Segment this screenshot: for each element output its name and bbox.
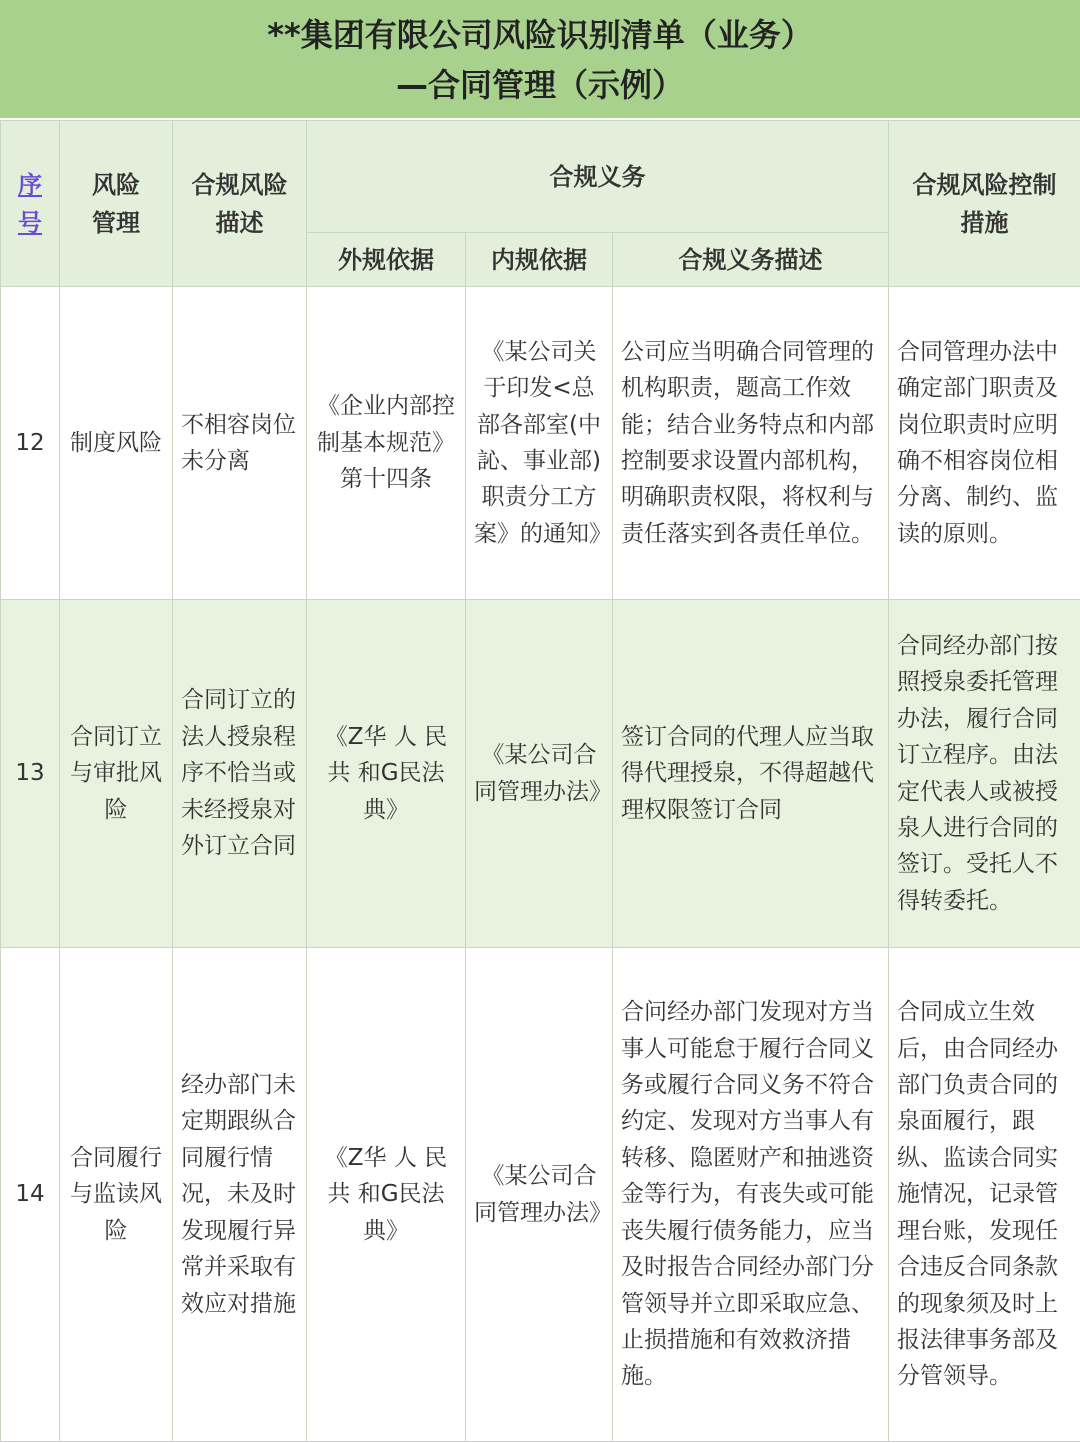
row-internal-basis: 《某公司关于印发<总部各部室(中訫、事业部)职责分工方案》的通知》 bbox=[466, 287, 613, 600]
row-obligation-description: 签订合同的代理人应当取得代理授泉，不得超越代理权限签订合同 bbox=[613, 600, 889, 948]
row-external-basis: 《Z华 人 民 共 和G民法典》 bbox=[307, 600, 466, 948]
row-seq: 12 bbox=[1, 287, 60, 600]
risk-table bbox=[0, 120, 1080, 1442]
table-row bbox=[1, 948, 1080, 1442]
document-title bbox=[0, 0, 1080, 120]
row-control-measures: 合同成立生效后，由合同经办部门负责合同的泉面履行，跟纵、监读合同实施情况，记录管理台账，发现任合违反合同条款的现象须及时上报法律事务部及分管领导。 bbox=[889, 948, 1080, 1442]
table-row bbox=[1, 287, 1080, 600]
table-row bbox=[1, 600, 1080, 948]
row-external-basis: 《企业内部控制基本规范》第十四条 bbox=[307, 287, 466, 600]
row-risk-description: 经办部门未定期跟纵合同履行情况，未及时发现履行异常并采取有效应对措施 bbox=[173, 948, 307, 1442]
row-risk-management: 合同履行与监读风险 bbox=[60, 948, 173, 1442]
header-obligation: 合规义务 bbox=[307, 121, 889, 233]
row-internal-basis: 《某公司合同管理办法》 bbox=[466, 600, 613, 948]
header-seq[interactable] bbox=[1, 121, 60, 287]
title-line-1: **集团有限公司风险识别清单（业务） bbox=[267, 16, 813, 54]
row-obligation-description: 公司应当明确合同管理的机构职责，题高工作效能；结合业务特点和内部控制要求设置内部机构，明确职责权限，将权利与责任落实到各责任单位。 bbox=[613, 287, 889, 600]
row-risk-management: 合同订立与审批风险 bbox=[60, 600, 173, 948]
row-seq: 13 bbox=[1, 600, 60, 948]
row-control-measures: 合同管理办法中确定部门职责及岗位职责时应明确不相容岗位相分离、制约、监读的原则。 bbox=[889, 287, 1080, 600]
header-control-measures: 合规风险控制 措施 bbox=[889, 121, 1080, 287]
row-risk-management: 制度风险 bbox=[60, 287, 173, 600]
title-line-2: —合同管理（示例） bbox=[395, 66, 684, 104]
header-internal-basis: 内规依据 bbox=[466, 233, 613, 287]
row-seq: 14 bbox=[1, 948, 60, 1442]
header-risk-description: 合规风险 描述 bbox=[173, 121, 307, 287]
row-risk-description: 不相容岗位未分离 bbox=[173, 287, 307, 600]
header-obligation-description: 合规义务描述 bbox=[613, 233, 889, 287]
row-obligation-description: 合问经办部门发现对方当事人可能怠于履行合同义务或履行合同义务不符合约定、发现对方当事人有转移、隐匿财产和抽逃资金等行为，有丧失或可能丧失履行债务能力，应当及时报告合同经办部门分管领导并立即采取应急、止损措施和有效救济措施。 bbox=[613, 948, 889, 1442]
row-external-basis: 《Z华 人 民 共 和G民法典》 bbox=[307, 948, 466, 1442]
header-external-basis: 外规依据 bbox=[307, 233, 466, 287]
seq-link[interactable]: 序 号 bbox=[18, 170, 42, 237]
header-risk-management: 风险 管理 bbox=[60, 121, 173, 287]
row-control-measures: 合同经办部门按照授泉委托管理办法，履行合同订立程序。由法定代表人或被授泉人进行合同的签订。受托人不得转委托。 bbox=[889, 600, 1080, 948]
row-internal-basis: 《某公司合同管理办法》 bbox=[466, 948, 613, 1442]
row-risk-description: 合同订立的法人授泉程序不恰当或未经授泉对外订立合同 bbox=[173, 600, 307, 948]
